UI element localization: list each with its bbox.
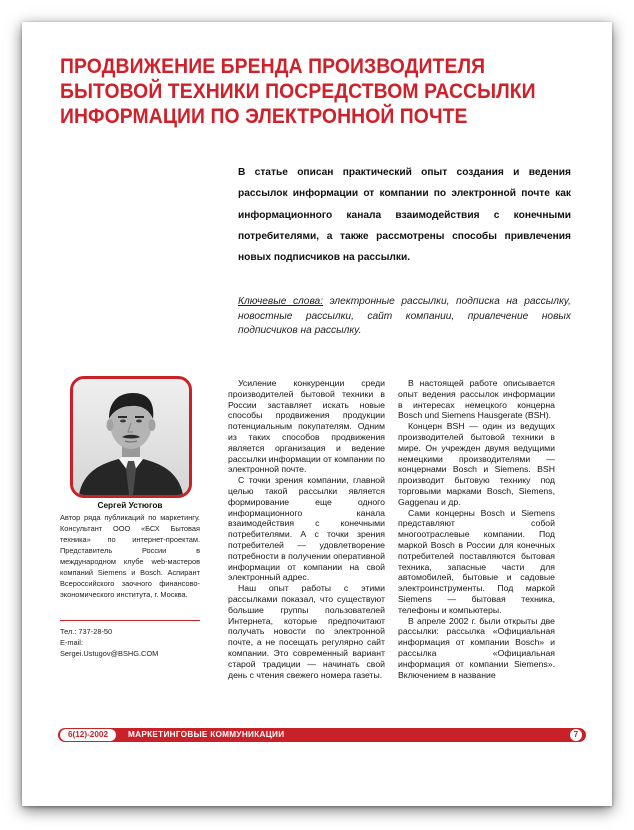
article-title-line: ПРОДВИЖЕНИЕ БРЕНДА ПРОИЗВОДИТЕЛЯ <box>60 54 486 78</box>
author-photo <box>70 376 192 498</box>
body-paragraph: Усиление конкуренции среди производителей бытовой техники в России заставляет искать новые способы продвижения продукции потенциальным покупателям. Одним из таких способов продвижения является организация и ведение рассылки информации от компании по электронной почте. <box>228 378 385 475</box>
body-paragraph: С точки зрения компании, главной целью такой рассылки является формирование еще одного информационного канала взаимодействия с конечными потребителями. А с точки зрения потребителей — удовлетворение потребности в получении оперативной информации от компании на свой электронный адрес. <box>228 475 385 583</box>
page-number: 7 <box>570 729 582 741</box>
article-title-line: ИНФОРМАЦИИ ПО ЭЛЕКТРОННОЙ ПОЧТЕ <box>60 104 468 128</box>
article-keywords <box>238 295 571 339</box>
author-bio: Автор ряда публикаций по маркетингу. Консультант ООО «БСХ Бытовая техника» по интернет-проектам. Представитель России в международном клубе web-мастеров компаний Siemens и Bosch. Аспирант Всероссийского заочного финансово-экономического института, г. Москва. <box>60 513 200 599</box>
keywords-text: электронные рассылки, подписка на рассылку, новостные рассылки, сайт компании, привлечение новых подписчиков на рассылку. <box>238 296 572 336</box>
author-phone: Тел.: 737-28-50 <box>60 627 113 636</box>
article-title <box>60 54 536 129</box>
journal-page <box>22 22 612 806</box>
article-abstract: В статье описан практический опыт создания и ведения рассылок информации от компании по электронной почте как информационного канала взаимодействия с конечными потребителями, а также рассмотрены способы привлечения новых подписчиков на рассылки. <box>238 167 571 264</box>
author-email: Sergei.Ustugov@BSHG.COM <box>60 649 159 658</box>
body-paragraph: Наш опыт работы с этими рассылками показал, что существуют большие группы пользователей Интернета, которые предпочитают получать новости по электронной почте, а не посещать регулярно сайт компании. Это современный вариант старой традиции — начинать свой день с чтения свежего номера газеты. <box>228 583 385 680</box>
author-portrait-image <box>73 379 189 495</box>
author-divider <box>60 620 200 621</box>
body-paragraph: Сами концерны Bosch и Siemens представляют собой многоотраслевые компании. Под маркой Bosch в России для конечных потребителей поставляются бытовая техника, запасные части для автомобилей, бытовые и садовые электроинструменты. Под маркой Siemens — бытовая техника, телефоны и компьютеры. <box>398 507 555 615</box>
body-column-2 <box>398 378 555 680</box>
author-contacts <box>60 626 200 659</box>
body-column-1 <box>228 378 385 680</box>
body-paragraph: В апреле 2002 г. были открыты две рассылки: рассылка «Официальная информация от компании Bosch» и рассылка «Официальная информация от компании Siemens». Включением в название <box>398 615 555 680</box>
footer-section-title: МАРКЕТИНГОВЫЕ КОММУНИКАЦИИ <box>128 730 285 739</box>
footer-issue-badge: 6(12)-2002 <box>60 729 116 741</box>
body-paragraph: Концерн BSH — один из ведущих производителей бытовой техники в мире. Он учрежден двумя ведущими немецкими производителями — концернами Bosch и Siemens. BSH производит бытовую технику под торговыми марками Bosch, Siemens, Gaggenau и др. <box>398 421 555 507</box>
keywords-label: Ключевые слова: <box>238 296 324 307</box>
author-email-label: E-mail: <box>60 638 83 647</box>
author-name: Сергей Устюгов <box>97 500 163 510</box>
article-title-line: БЫТОВОЙ ТЕХНИКИ ПОСРЕДСТВОМ РАССЫЛКИ <box>60 79 536 103</box>
body-paragraph: В настоящей работе описывается опыт ведения рассылок информации в интересах немецкого концерна Bosch und Siemens Hausgerate (BSH). <box>398 378 555 421</box>
